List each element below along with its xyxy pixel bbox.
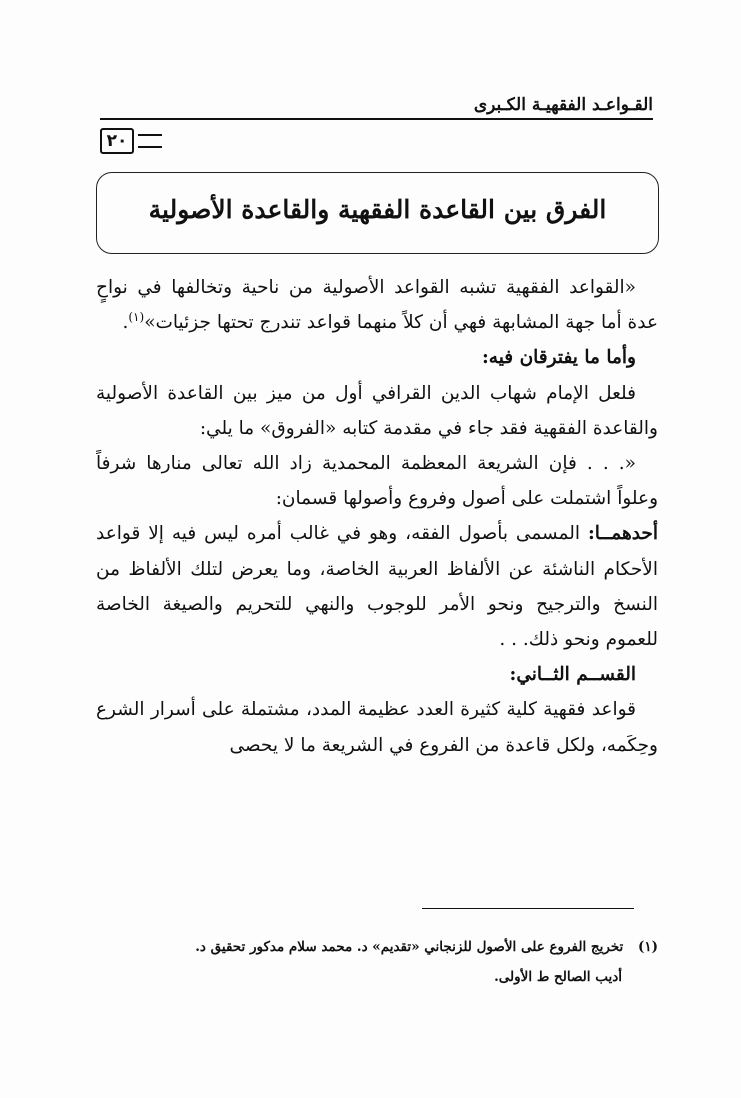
paragraph-second-part: قواعد فقهية كلية كثيرة العدد عظيمة المدد، مشتملة على أسرار الشرع وحِكَمه، ولكل قاعدة من الفروع في الشريعة ما لا يحصى — [96, 699, 658, 756]
page-number-row — [100, 128, 660, 152]
paragraph-text: «القواعد الفقهية تشبه القواعد الأصولية من ناحية وتخالفها في نواحٍ عدة أما جهة المشابهة فهي أن كلاً منهما قواعد تندرج تحتها جزئيات» — [96, 277, 658, 334]
footnote-text: تخريج الفروع على الأصول للزنجاني «تقديم» د. محمد سلام مدكور تحقيق د. — [195, 939, 624, 955]
body-text — [96, 270, 658, 763]
paragraph-lead-label: أحدهمــا: — [587, 523, 658, 545]
page-number-ornament — [138, 134, 162, 148]
page-number: ٢٠ — [100, 128, 134, 154]
paragraph-qarafi: فلعل الإمام شهاب الدين القرافي أول من ميز بين القاعدة الأصولية والقاعدة الفقهية فقد جاء في مقدمة كتابه «الفروق» ما يلي: — [96, 382, 658, 439]
paragraph-quote-sharia: «. . . فإن الشريعة المعظمة المحمدية زاد الله تعالى منارها شرفاً وعلواً اشتملت على أصول وفروع وأصولها قسمان: — [96, 453, 658, 510]
section-title-frame — [96, 172, 659, 254]
paragraph-first-part — [96, 516, 658, 657]
footnote-separator — [422, 908, 634, 909]
footnote — [80, 932, 658, 992]
paragraph-end: . — [122, 312, 129, 334]
paragraph-second-heading: القســم الثــاني: — [509, 664, 636, 686]
footnote-line — [80, 932, 658, 962]
paragraph-text: المسمى بأصول الفقه، وهو في غالب أمره ليس فيه إلا قواعد الأحكام الناشئة عن الألفاظ العربية الخاصة، وما يعرض لتلك الألفاظ من النسخ والترجيح ونحو الأمر للوجوب والنهي للتحريم والصيغة الخاصة للعموم ونحو ذلك. . . — [96, 523, 658, 651]
footnote-number: (١) — [637, 939, 658, 955]
paragraph-subheading: وأما ما يفترقان فيه: — [481, 347, 636, 369]
header-rule — [100, 118, 653, 120]
footnote-reference: (١) — [128, 310, 145, 325]
section-title: الفرق بين القاعدة الفقهية والقاعدة الأصولية — [148, 195, 607, 224]
running-head-title: القـواعـد الفقهيـة الكـبرى — [473, 95, 653, 115]
footnote-line-continued: أديب الصالح ط الأولى. — [494, 969, 622, 985]
paragraph-quote-intro — [96, 270, 658, 340]
